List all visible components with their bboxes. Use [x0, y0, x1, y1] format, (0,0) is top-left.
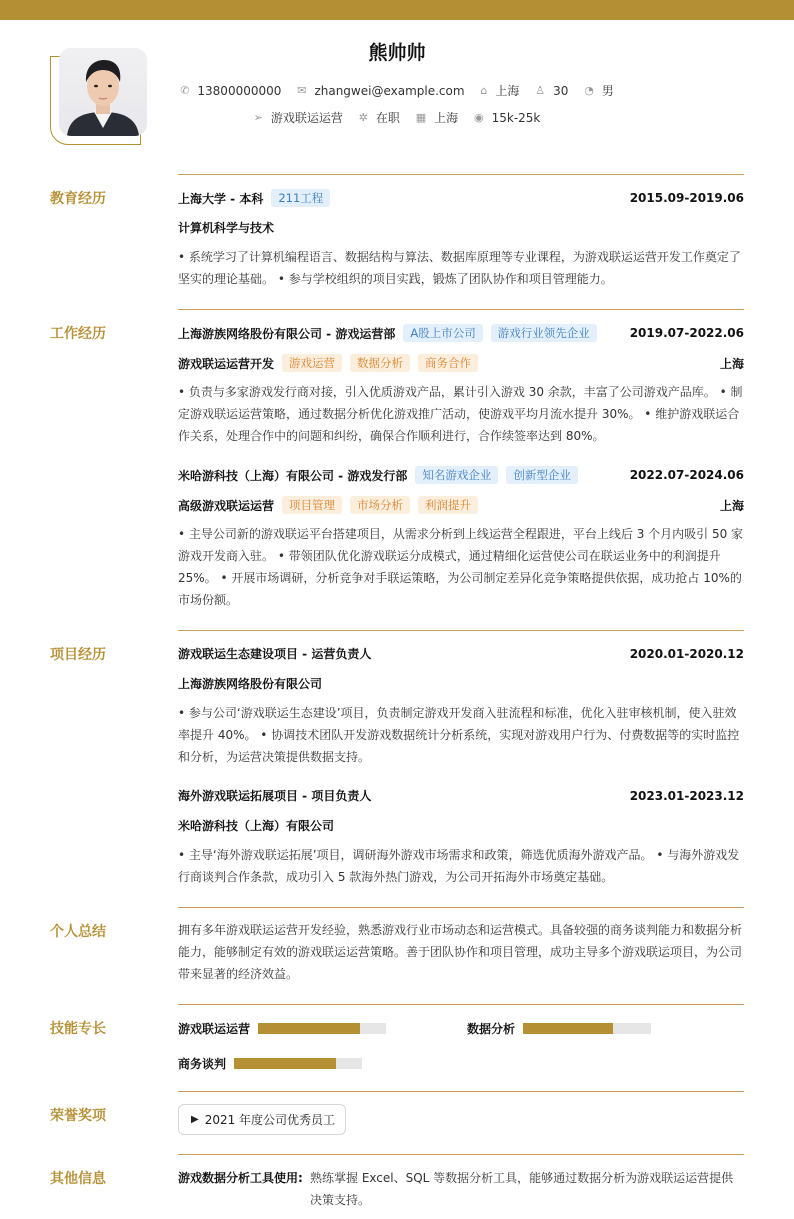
work-role-row	[178, 496, 744, 514]
work-role-row	[178, 354, 744, 372]
gender-icon: ◔	[584, 84, 594, 97]
skill-item	[467, 1020, 651, 1037]
project-date: 2023.01-2023.12	[629, 788, 744, 803]
status-icon: ✲	[358, 111, 368, 124]
email-value: zhangwei@example.com	[314, 83, 465, 98]
summary-section-title: 个人总结	[50, 924, 106, 940]
work-company: 上海游族网络股份有限公司 - 游戏运营部	[178, 326, 396, 341]
skill-name: 游戏联运运营	[178, 1022, 251, 1036]
target-city-item	[416, 109, 458, 126]
other-label: 游戏数据分析工具使用:	[178, 1171, 303, 1185]
age-icon: ♙	[535, 84, 546, 97]
project-header	[178, 787, 744, 804]
skill-level-fill	[234, 1058, 336, 1069]
role-tag: 市场分析	[350, 496, 410, 514]
skills-section-title: 技能专长	[50, 1021, 106, 1037]
job-intent-row	[0, 109, 794, 126]
project-name: 游戏联运生态建设项目 - 运营负责人	[178, 647, 372, 661]
projects-section-title: 项目经历	[50, 647, 106, 663]
skill-level-fill	[523, 1023, 613, 1034]
section-divider	[178, 309, 744, 310]
skill-level-bar	[258, 1023, 386, 1034]
top-accent-bar	[0, 0, 794, 20]
salary-icon: ◉	[473, 111, 484, 124]
section-divider	[178, 1004, 744, 1005]
salary-value: 15k-25k	[491, 110, 541, 125]
education-major-row	[178, 219, 744, 236]
contact-row	[0, 82, 794, 99]
work-city: 上海	[719, 498, 744, 513]
education-desc: • 系统学习了计算机编程语言、数据结构与算法、数据库原理等专业课程，为游戏联运运营开发工作奠定了坚实的理论基础。 • 参与学校组织的项目实践，锻炼了团队协作和项目管理能力。	[178, 250, 741, 286]
company-tag: 游戏行业领先企业	[491, 324, 597, 342]
work-date: 2019.07-2022.06	[629, 326, 744, 340]
project-name: 海外游戏联运拓展项目 - 项目负责人	[178, 789, 372, 803]
skill-name: 数据分析	[467, 1022, 516, 1036]
role-tag: 利润提升	[418, 496, 478, 514]
work-city: 上海	[719, 356, 744, 371]
email-item	[297, 84, 464, 98]
skill-level-bar	[523, 1023, 651, 1034]
salary-item	[474, 111, 540, 125]
project-date: 2020.01-2020.12	[629, 646, 744, 661]
section-divider	[178, 630, 744, 631]
award-label: 2021 年度公司优秀员工	[204, 1113, 336, 1127]
phone-value: 13800000000	[197, 83, 282, 98]
work-desc: • 主导公司新的游戏联运平台搭建项目，从需求分析到上线运营全程跟进，平台上线后 3 个月内吸引 50 家游戏开发商入驻。 • 带领团队优化游戏联运分成模式，通过精细化运营使公司在联运业务中的利润提升 25%。 • 开展市场调研，分析竞争对手联运策略，为公司制定差异化竞争策略提供依据，成功抢占 10%的市场份额。	[178, 527, 744, 607]
city-icon: ▦	[415, 111, 427, 124]
target-city-value: 上海	[434, 111, 459, 125]
phone-item	[180, 84, 281, 98]
role-tag: 数据分析	[350, 354, 410, 372]
education-header	[178, 189, 744, 207]
company-tag: 知名游戏企业	[415, 466, 498, 484]
location-item	[480, 82, 519, 99]
mail-icon: ✉	[297, 84, 307, 97]
education-major: 计算机科学与技术	[178, 221, 275, 235]
work-company: 米哈游科技（上海）有限公司 - 游戏发行部	[178, 468, 408, 483]
candidate-name: 熊帅帅	[368, 42, 426, 64]
awards-section-title: 荣誉奖项	[50, 1108, 106, 1124]
home-icon: ⌂	[480, 84, 488, 97]
project-desc: • 参与公司‘游戏联运生态建设’项目，负责制定游戏开发商入驻流程和标准，优化入驻审核机制，使入驻效率提升 40%。 • 协调技术团队开发游戏数据统计分析系统，实现对游戏用户行为、付费数据等的实时监控和分析，为运营决策提供数据支持。	[178, 706, 740, 764]
work-date: 2022.07-2024.06	[629, 468, 744, 482]
role-tag: 游戏运营	[282, 354, 342, 372]
education-date: 2015.09-2019.06	[629, 191, 744, 205]
project-company: 米哈游科技（上海）有限公司	[178, 819, 335, 833]
work-company-row	[178, 466, 744, 484]
skill-level-fill	[258, 1023, 360, 1034]
skill-level-bar	[234, 1058, 362, 1069]
status-item	[359, 109, 400, 126]
project-desc: • 主导‘海外游戏联运拓展’项目，调研海外游戏市场需求和政策，筛选优质海外游戏产品。 • 与海外游戏发行商谈判合作条款，成功引入 5 款海外热门游戏，为公司开拓海外市场奠定基础。	[178, 848, 740, 884]
skill-item	[178, 1055, 362, 1072]
section-divider	[178, 1154, 744, 1155]
role-tag: 项目管理	[282, 496, 342, 514]
summary-text: 拥有多年游戏联运运营开发经验，熟悉游戏行业市场动态和运营模式。具备较强的商务谈判能力和数据分析能力，能够制定有效的游戏联运运营策略。善于团队协作和项目管理，成功主导多个游戏联运项目，为公司带来显著的经济效益。	[178, 923, 743, 981]
other-section-title: 其他信息	[50, 1171, 106, 1187]
section-divider	[178, 1091, 744, 1092]
send-icon: ➢	[253, 111, 263, 124]
location-value: 上海	[495, 84, 520, 98]
role-tag: 商务合作	[418, 354, 478, 372]
phone-icon: ✆	[180, 84, 190, 97]
education-section-title: 教育经历	[50, 191, 106, 207]
work-role: 游戏联运运营开发	[178, 356, 275, 371]
skill-item	[178, 1020, 386, 1037]
company-tag: 创新型企业	[506, 466, 578, 484]
section-divider	[178, 174, 744, 175]
project-company: 上海游族网络股份有限公司	[178, 677, 323, 691]
project-header	[178, 645, 744, 662]
target-job-value: 游戏联运运营	[270, 111, 343, 125]
section-divider	[178, 907, 744, 908]
age-item	[535, 84, 568, 98]
gender-item	[584, 82, 614, 99]
education-tag: 211工程	[271, 189, 330, 207]
company-tag: A股上市公司	[403, 324, 482, 342]
age-value: 30	[553, 83, 569, 98]
work-section-title: 工作经历	[50, 326, 106, 342]
status-value: 在职	[375, 111, 400, 125]
skill-name: 商务谈判	[178, 1057, 227, 1071]
education-school: 上海大学 - 本科	[178, 191, 264, 206]
project-company-row	[178, 817, 744, 834]
work-role: 高级游戏联运运营	[178, 498, 275, 513]
award-toggle[interactable]	[178, 1104, 346, 1135]
caret-right-icon: ▶	[191, 1114, 199, 1125]
gender-value: 男	[601, 84, 614, 98]
other-text: 熟练掌握 Excel、SQL 等数据分析工具，能够通过数据分析为游戏联运运营提供决策支持。	[310, 1171, 734, 1207]
work-desc: • 负责与多家游戏发行商对接，引入优质游戏产品，累计引入游戏 30 余款，丰富了公司游戏产品库。 • 制定游戏联运运营策略，通过数据分析优化游戏推广活动，使游戏平均月流水提升 30%。 • 维护游戏联运合作关系，处理合作中的问题和纠纷，确保合作顺利进行，合作续签率达到 80%。	[178, 385, 743, 443]
target-job-item	[254, 109, 343, 126]
project-company-row	[178, 675, 744, 692]
work-company-row	[178, 324, 744, 342]
